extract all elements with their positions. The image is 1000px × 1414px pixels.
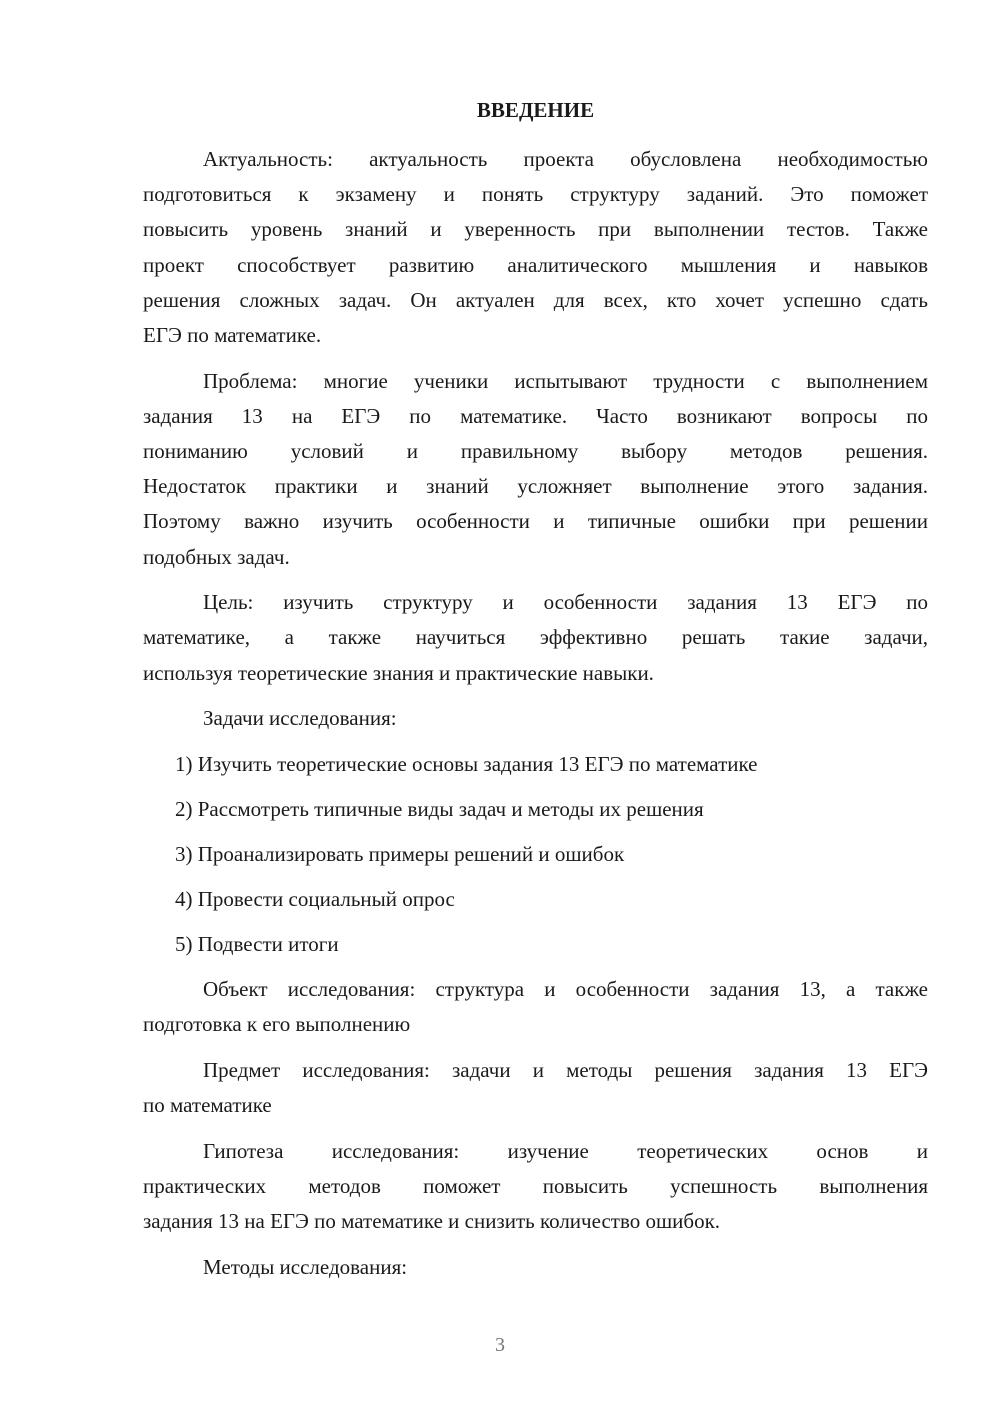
list-item: 1) Изучить теоретические основы задания 13 ЕГЭ по математике	[175, 752, 758, 776]
page-number: 3	[495, 1334, 505, 1356]
text-line: ЕГЭ по математике.	[143, 322, 322, 347]
text-line: Недостаток практики и знаний усложняет выполнение этого задания.	[143, 474, 928, 499]
text-line: повысить уровень знаний и уверенность при выполнении тестов. Также	[143, 217, 928, 242]
paragraph	[143, 972, 928, 1042]
text-line: решения сложных задач. Он актуален для всех, кто хочет успешно сдать	[143, 287, 928, 312]
text-line: по математике	[143, 1093, 272, 1118]
text-line: Цель: изучить структуру и особенности задания 13 ЕГЭ по	[203, 590, 928, 615]
list-item: 5) Подвести итоги	[175, 932, 339, 956]
text-line: Проблема: многие ученики испытывают трудности с выполнением	[203, 368, 928, 393]
text-line: Задачи исследования:	[203, 706, 397, 731]
text-line: задания 13 на ЕГЭ по математике. Часто возникают вопросы по	[143, 403, 928, 428]
paragraph	[143, 1250, 928, 1285]
document-page	[143, 92, 928, 1296]
text-line: подготовка к его выполнению	[143, 1012, 411, 1037]
text-line: подготовиться к экзамену и понять структуру заданий. Это поможет	[143, 182, 928, 207]
text-line: Методы исследования:	[203, 1254, 408, 1279]
paragraph	[143, 142, 928, 353]
paragraph	[143, 701, 928, 736]
text-line: используя теоретические знания и практические навыки.	[143, 660, 654, 685]
document-body	[143, 142, 928, 1285]
text-line: Актуальность: актуальность проекта обусловлена необходимостью	[203, 147, 928, 171]
paragraph	[143, 1134, 928, 1240]
text-line: математике, а также научиться эффективно решать такие задачи,	[143, 625, 928, 650]
text-line: практических методов поможет повысить успешность выполнения	[143, 1173, 928, 1198]
paragraph	[143, 364, 928, 575]
paragraph	[143, 1053, 928, 1123]
section-title: ВВЕДЕНИЕ	[476, 98, 595, 122]
text-line: Поэтому важно изучить особенности и типичные ошибки при решении	[143, 509, 928, 534]
list-item: 3) Проанализировать примеры решений и ошибок	[175, 842, 625, 866]
text-line: задания 13 на ЕГЭ по математике и снизить количество ошибок.	[143, 1209, 721, 1234]
text-line: Предмет исследования: задачи и методы решения задания 13 ЕГЭ	[203, 1057, 928, 1082]
paragraph	[143, 585, 928, 691]
list-item: 4) Провести социальный опрос	[175, 887, 455, 911]
text-line: Гипотеза исследования: изучение теоретических основ и	[203, 1138, 928, 1163]
list-item: 2) Рассмотреть типичные виды задач и методы их решения	[175, 797, 704, 821]
text-line: Объект исследования: структура и особенности задания 13, а также	[203, 977, 928, 1001]
text-line: проект способствует развитию аналитического мышления и навыков	[143, 252, 928, 277]
text-line: подобных задач.	[143, 544, 290, 569]
text-line: пониманию условий и правильному выбору методов решения.	[143, 439, 928, 463]
